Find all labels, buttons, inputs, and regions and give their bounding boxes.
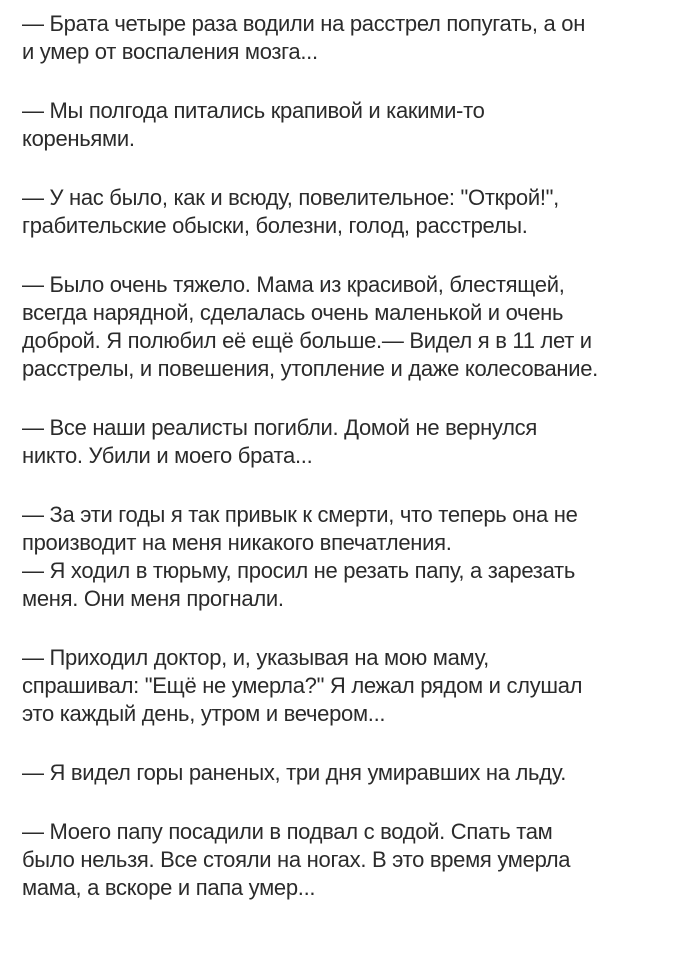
text-line: меня. Они меня прогнали. <box>22 586 284 611</box>
paragraph-2 <box>22 97 662 153</box>
text-line: производит на меня никакого впечатления. <box>22 530 452 555</box>
text-line: — Было очень тяжело. Мама из красивой, блестящей, <box>22 272 565 297</box>
text-line: никто. Убили и моего брата... <box>22 443 313 468</box>
text-line: — У нас было, как и всюду, повелительное: "Открой!", <box>22 185 559 210</box>
paragraph-8 <box>22 759 662 787</box>
text-line: и умер от воспаления мозга... <box>22 39 318 64</box>
paragraph-3 <box>22 184 662 240</box>
paragraph-6 <box>22 501 662 613</box>
text-line: — Моего папу посадили в подвал с водой. Спать там <box>22 819 553 844</box>
text-line: — За эти годы я так привык к смерти, что теперь она не <box>22 502 578 527</box>
paragraph-9 <box>22 818 662 902</box>
text-document <box>22 10 662 902</box>
text-line: это каждый день, утром и вечером... <box>22 701 386 726</box>
paragraph-7 <box>22 644 662 728</box>
text-line: — Мы полгода питались крапивой и какими-то <box>22 98 485 123</box>
text-line: — Приходил доктор, и, указывая на мою маму, <box>22 645 489 670</box>
text-line: — Брата четыре раза водили на расстрел попугать, а он <box>22 11 586 36</box>
text-line: кореньями. <box>22 126 135 151</box>
text-line: грабительские обыски, болезни, голод, расстрелы. <box>22 213 528 238</box>
text-line: доброй. Я полюбил её ещё больше.— Видел я в 11 лет и <box>22 328 592 353</box>
text-line: мама, а вскоре и папа умер... <box>22 875 316 900</box>
text-line: — Я ходил в тюрьму, просил не резать папу, а зарезать <box>22 558 575 583</box>
text-line: было нельзя. Все стояли на ногах. В это время умерла <box>22 847 571 872</box>
text-line: — Все наши реалисты погибли. Домой не вернулся <box>22 415 537 440</box>
text-line: всегда нарядной, сделалась очень маленькой и очень <box>22 300 564 325</box>
paragraph-1 <box>22 10 662 66</box>
text-line: расстрелы, и повешения, утопление и даже колесование. <box>22 356 598 381</box>
paragraph-4 <box>22 271 662 383</box>
text-line: — Я видел горы раненых, три дня умиравших на льду. <box>22 760 567 785</box>
text-line: спрашивал: "Ещё не умерла?" Я лежал рядом и слушал <box>22 673 583 698</box>
paragraph-5 <box>22 414 662 470</box>
